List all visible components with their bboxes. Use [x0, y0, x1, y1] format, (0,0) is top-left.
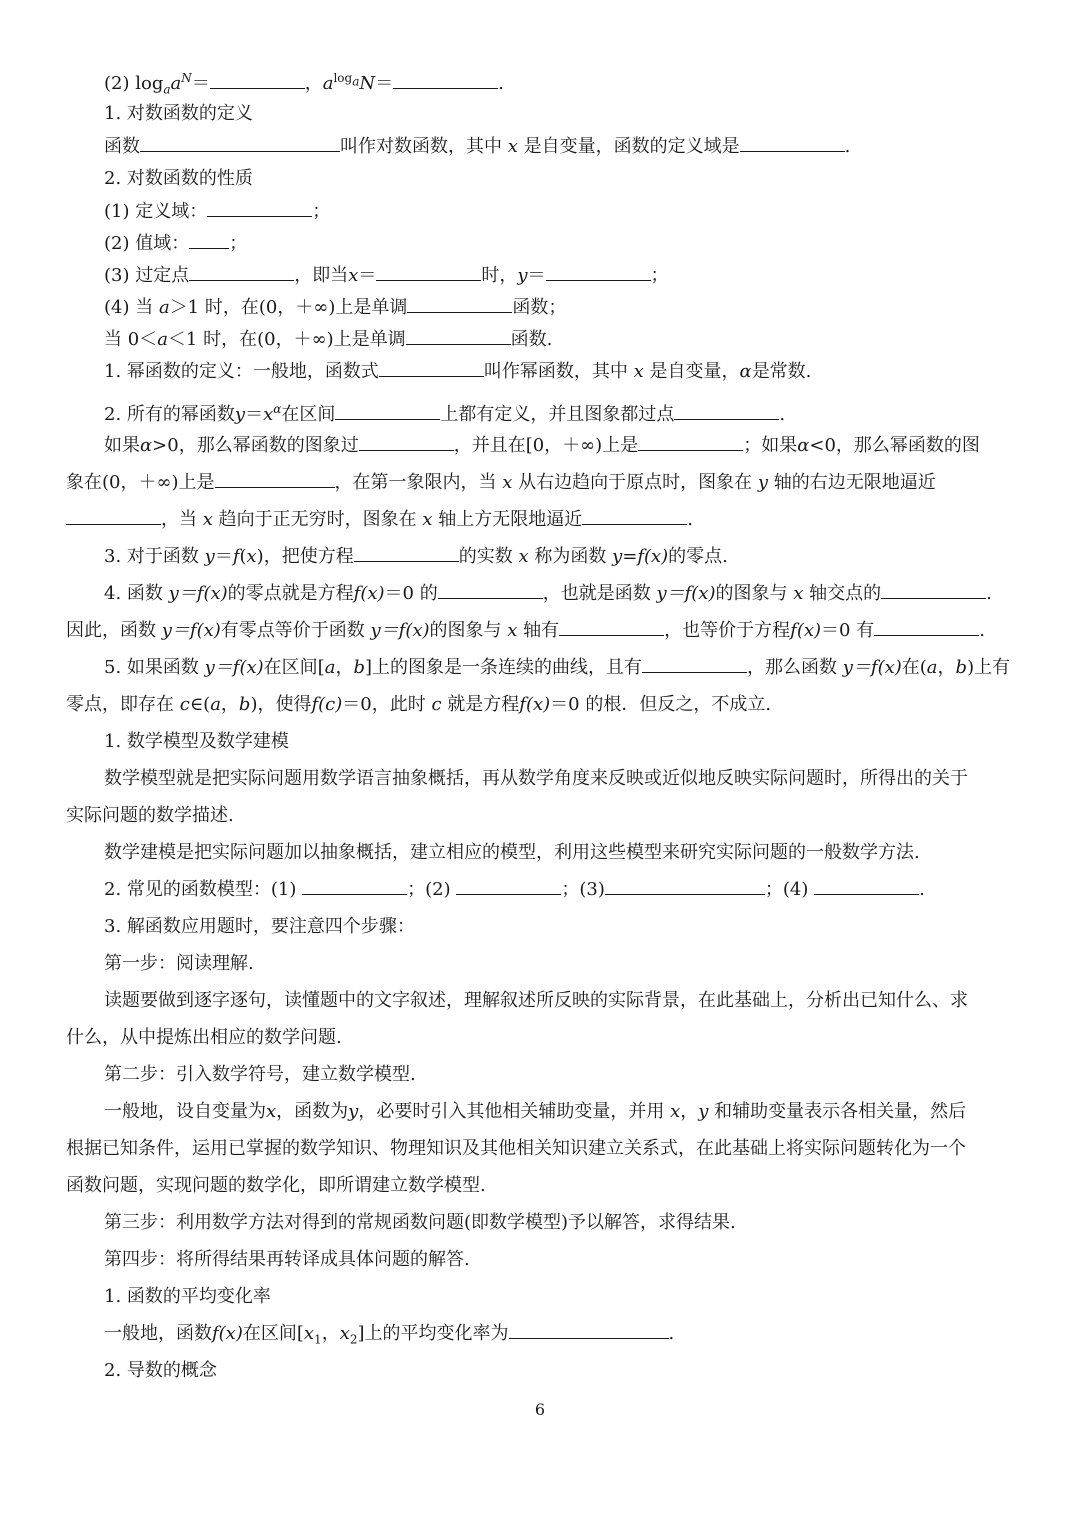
line-zero-theorem — [104, 656, 1010, 680]
formula: y＝f(x) — [204, 657, 264, 678]
text: 叫作幂函数，其中 — [483, 361, 628, 382]
text: 在区间[ — [263, 657, 325, 678]
blank — [407, 296, 512, 313]
var: a — [324, 657, 336, 678]
var: a — [926, 657, 938, 678]
text: ，当 — [161, 509, 197, 530]
var: x — [507, 620, 518, 641]
line-power-graph — [66, 471, 936, 495]
blank — [189, 232, 229, 249]
text: ＝ — [358, 265, 377, 286]
blank — [66, 508, 161, 525]
text: ， — [937, 657, 956, 678]
step-3: 第三步：利用数学方法对得到的常规函数问题(即数学模型)予以解答，求得结果. — [104, 1212, 736, 1233]
blank — [582, 508, 687, 525]
text: ＞1 时，在(0，＋∞)上是单调 — [169, 297, 408, 318]
line-fixed-point: (3) 过定点 ，即当x＝ 时，y＝ ； — [104, 265, 669, 286]
blank — [605, 878, 765, 895]
text: 时， — [481, 265, 518, 286]
text: (3) 过定点 — [104, 265, 190, 286]
text: 是自变量，函数的定义域是 — [523, 136, 740, 157]
text: ＝0 有 — [821, 620, 875, 641]
text: (2) 值域： — [104, 233, 190, 254]
formula: y＝f(x) — [161, 620, 221, 641]
blank — [393, 72, 498, 89]
var: α — [140, 435, 153, 456]
blank — [302, 878, 407, 895]
var: b — [955, 657, 968, 678]
line-log-def: 函数 叫作对数函数，其中 x 是自变量，函数的定义域是 . — [104, 136, 851, 157]
blank — [379, 360, 484, 377]
text: ， — [680, 1101, 699, 1122]
var: a — [157, 329, 168, 350]
formula: f(c) — [311, 694, 343, 715]
text: 因此，函数 — [66, 620, 156, 641]
text: 象在(0，＋∞)上是 — [66, 472, 215, 493]
text: ＝0 的根．但反之，不成立. — [550, 694, 772, 715]
line-avg-rate: 一般地，函数f(x)在区间[$x_1$，$x_2$]上的平均变化率为 . — [104, 1323, 675, 1347]
text: ， — [220, 694, 239, 715]
blank — [638, 434, 743, 451]
heading-log-definition: 1. 对数函数的定义 — [104, 103, 253, 124]
blank — [406, 328, 511, 345]
text: 函数. — [510, 329, 553, 350]
text: ＝ — [214, 546, 233, 567]
text: (4) 当 — [104, 297, 154, 318]
step-2-para-2: 根据已知条件，运用已掌握的数学知识、物理知识及其他相关知识建立关系式，在此基础上将实际问题转化为一个 — [66, 1138, 966, 1159]
text: )上有 — [967, 657, 1011, 678]
blank — [215, 471, 335, 488]
var: x — [793, 583, 804, 604]
subscript: 1 — [314, 1332, 322, 1347]
formula: f(x) — [212, 1323, 243, 1344]
text: ，即当 — [294, 265, 349, 286]
blank — [642, 656, 747, 673]
subscript: 2 — [349, 1332, 358, 1347]
step-1-para-1: 读题要做到逐字逐句，读懂题中的文字叙述，理解叙述所反映的实际背景，在此基础上，分析出已知什么、求 — [104, 990, 968, 1011]
var: x — [507, 136, 518, 157]
line-power-asymptote: ，当 x 趋向于正无穷时，图象在 x 轴上方无限地逼近 . — [66, 508, 693, 532]
blank — [740, 135, 845, 152]
text: 有零点等价于函数 — [220, 620, 365, 641]
text: 4. 函数 — [104, 583, 163, 604]
text: 是自变量， — [649, 361, 740, 382]
text: 零点，即存在 — [66, 694, 174, 715]
var: f — [232, 546, 240, 567]
text: 2. 常见的函数模型：(1) — [104, 879, 303, 900]
var: y — [517, 265, 528, 286]
text: ；(4) — [764, 879, 815, 900]
var: α — [739, 361, 752, 382]
line-zero-root: 4. 函数 y＝f(x)的零点就是方程f(x)＝0 的 ，也就是函数 y＝f(x)的图象与 x 轴交点的 . — [104, 583, 992, 604]
text: 就是方程 — [447, 694, 520, 715]
var: b — [353, 657, 365, 678]
text: 5. 如果函数 — [104, 657, 199, 678]
blank — [335, 403, 440, 420]
text: <0，那么幂函数的图 — [809, 435, 980, 456]
step-1-para-2: 什么，从中提炼出相应的数学问题. — [66, 1027, 342, 1048]
blank — [456, 878, 561, 895]
text: 在( — [901, 657, 927, 678]
var: x — [422, 509, 433, 530]
blank — [359, 434, 454, 451]
exponent: α — [273, 402, 282, 416]
formula: y=f(x) — [612, 546, 669, 567]
text: (1) 定义域： — [104, 201, 208, 222]
text: 从右边趋向于原点时，图象在 — [518, 472, 753, 493]
text: ]上的平均变化率为 — [357, 1323, 509, 1344]
text: 的零点. — [668, 546, 728, 567]
text: 在区间[ — [242, 1323, 304, 1344]
text: 2. 所有的幂函数 — [104, 404, 235, 425]
text: ；如果 — [743, 435, 798, 456]
line-power-alpha — [104, 434, 980, 458]
blank — [210, 72, 305, 89]
formula: y＝f(x) — [168, 583, 228, 604]
text: 当 0＜ — [104, 329, 158, 350]
blank — [207, 200, 312, 217]
text: 的零点就是方程 — [227, 583, 354, 604]
formula: f(x) — [790, 620, 822, 641]
text: ；(2) — [407, 879, 457, 900]
text: 在区间 — [281, 404, 336, 425]
text: >0，那么幂函数的图象过 — [152, 435, 359, 456]
blank — [509, 1322, 669, 1339]
text: 轴上方无限地逼近 — [438, 509, 583, 530]
formula: y＝f(x) — [656, 583, 716, 604]
blank — [674, 403, 779, 420]
blank — [438, 582, 543, 599]
text: 轴的右边无限地逼近 — [773, 472, 936, 493]
heading-avg-rate: 1. 函数的平均变化率 — [104, 1286, 271, 1307]
text: ＝0，此时 — [342, 694, 426, 715]
text: 函数； — [512, 297, 567, 318]
var: y — [757, 472, 769, 493]
blank — [559, 619, 664, 636]
para-math-model-2: 实际问题的数学描述. — [66, 805, 234, 826]
var: x — [202, 509, 213, 530]
var: y — [234, 404, 246, 425]
formula: f(x) — [519, 694, 551, 715]
text: ]上的图象是一条连续的曲线，且有 — [364, 657, 642, 678]
text: 和辅助变量表示各相关量，然后 — [714, 1101, 967, 1122]
var: c — [179, 694, 190, 715]
blank — [376, 264, 481, 281]
text: ＜1 时，在(0，＋∞)上是单调 — [167, 329, 406, 350]
var: x — [502, 472, 513, 493]
text: ，也就是函数 — [542, 583, 651, 604]
text: ( — [239, 546, 247, 567]
var: a — [158, 297, 170, 318]
line-range: (2) 值域： ； — [104, 233, 248, 254]
text: )，使得 — [250, 694, 312, 715]
text: 的图象与 — [429, 620, 502, 641]
heading-derivative: 2. 导数的概念 — [104, 1360, 217, 1381]
text: ＝0 的 — [384, 583, 438, 604]
formula: f(x) — [353, 583, 385, 604]
text: 如果 — [104, 435, 140, 456]
var: x — [246, 546, 257, 567]
var: y — [204, 546, 215, 567]
var: c — [431, 694, 442, 715]
var: a — [210, 694, 221, 715]
text: ＝ — [527, 265, 546, 286]
text: 1. 幂函数的定义：一般地，函数式 — [104, 361, 379, 382]
step-2-para-1 — [104, 1100, 966, 1124]
blank — [189, 264, 294, 281]
var: x — [348, 265, 359, 286]
text: ，在第一象限内，当 — [334, 472, 497, 493]
blank — [140, 135, 340, 152]
text: 叫作对数函数，其中 — [340, 136, 502, 157]
text: 一般地，设自变量为 — [104, 1101, 266, 1122]
text: 轴交点的 — [809, 583, 882, 604]
text: ， — [321, 1323, 340, 1344]
text: 3. 对于函数 — [104, 546, 199, 567]
step-2-para-3: 函数问题，实现问题的数学化，即所谓建立数学模型. — [66, 1175, 486, 1196]
line-zero-def — [104, 545, 728, 569]
text: ＝ — [245, 404, 264, 425]
text: ，并且在[0，＋∞)上是 — [453, 435, 639, 456]
blank — [874, 619, 979, 636]
line-log-identity: (2) $\log_aa^N=$ ，$a^{log_a}N=$ . — [104, 71, 504, 97]
var: x — [339, 1323, 350, 1344]
var: x — [670, 1101, 681, 1122]
text: )，把使方程 — [256, 546, 354, 567]
text: 是常数. — [751, 361, 812, 382]
heading-log-properties: 2. 对数函数的性质 — [104, 168, 253, 189]
step-4: 第四步：将所得结果再转译成具体问题的解答. — [104, 1249, 470, 1270]
text: ，函数为 — [276, 1101, 349, 1122]
var: x — [303, 1323, 315, 1344]
line-power-def — [104, 360, 811, 384]
heading-four-steps: 3. 解函数应用题时，要注意四个步骤： — [104, 916, 415, 937]
var: b — [238, 694, 251, 715]
line-zero-equiv: 因此，函数 y＝f(x)有零点等价于函数 y＝f(x)的图象与 x 轴有 ，也等价于方程f(x)＝0 有 . — [66, 620, 985, 641]
var: y — [698, 1101, 709, 1122]
para-modeling: 数学建模是把实际问题加以抽象概括，建立相应的模型，利用这些模型来研究实际问题的一般数学方法. — [104, 842, 920, 863]
text: ，那么函数 — [747, 657, 837, 678]
text: 函数 — [104, 136, 140, 157]
text: 的图象与 — [715, 583, 788, 604]
text: 轴有 — [523, 620, 560, 641]
text: 称为函数 — [534, 546, 607, 567]
step-2-title: 第二步：引入数学符号，建立数学模型. — [104, 1064, 416, 1085]
text: 趋向于正无穷时，图象在 — [218, 509, 417, 530]
line-power-all: 2. 所有的幂函数$y=x^\alpha$在区间 上都有定义，并且图象都过点 . — [104, 402, 786, 425]
var: x — [518, 546, 529, 567]
blank — [546, 264, 651, 281]
formula: y＝f(x) — [370, 620, 430, 641]
page-number: 6 — [534, 1400, 546, 1419]
blank — [814, 878, 919, 895]
line-common-models: 2. 常见的函数模型：(1) ；(2) ；(3) ；(4) . — [104, 879, 925, 900]
var: x — [633, 361, 644, 382]
blank — [881, 582, 986, 599]
para-math-model-1: 数学模型就是把实际问题用数学语言抽象概括，再从数学角度来反映或近似地反映实际问题时，所得出的关于 — [104, 768, 968, 789]
text: 一般地，函数 — [104, 1323, 212, 1344]
formula: y＝f(x) — [842, 657, 902, 678]
var: x — [266, 1101, 277, 1122]
text: ∈( — [189, 694, 211, 715]
line-monotonic-1 — [104, 296, 566, 320]
blank — [354, 545, 459, 562]
text: ，也等价于方程 — [664, 620, 791, 641]
text: 上都有定义，并且图象都过点 — [440, 404, 675, 425]
step-1-title: 第一步：阅读理解. — [104, 953, 254, 974]
text: ， — [335, 657, 354, 678]
text: ；(3) — [561, 879, 605, 900]
var: α — [797, 435, 810, 456]
line-zero-exists — [66, 693, 771, 717]
var: y — [348, 1101, 359, 1122]
heading-math-model: 1. 数学模型及数学建模 — [104, 731, 289, 752]
text: ，必要时引入其他相关辅助变量，并用 — [358, 1101, 665, 1122]
line-monotonic-2 — [104, 328, 552, 352]
text: 的实数 — [458, 546, 513, 567]
line-domain: (1) 定义域： ； — [104, 201, 331, 222]
var: x — [263, 404, 274, 425]
